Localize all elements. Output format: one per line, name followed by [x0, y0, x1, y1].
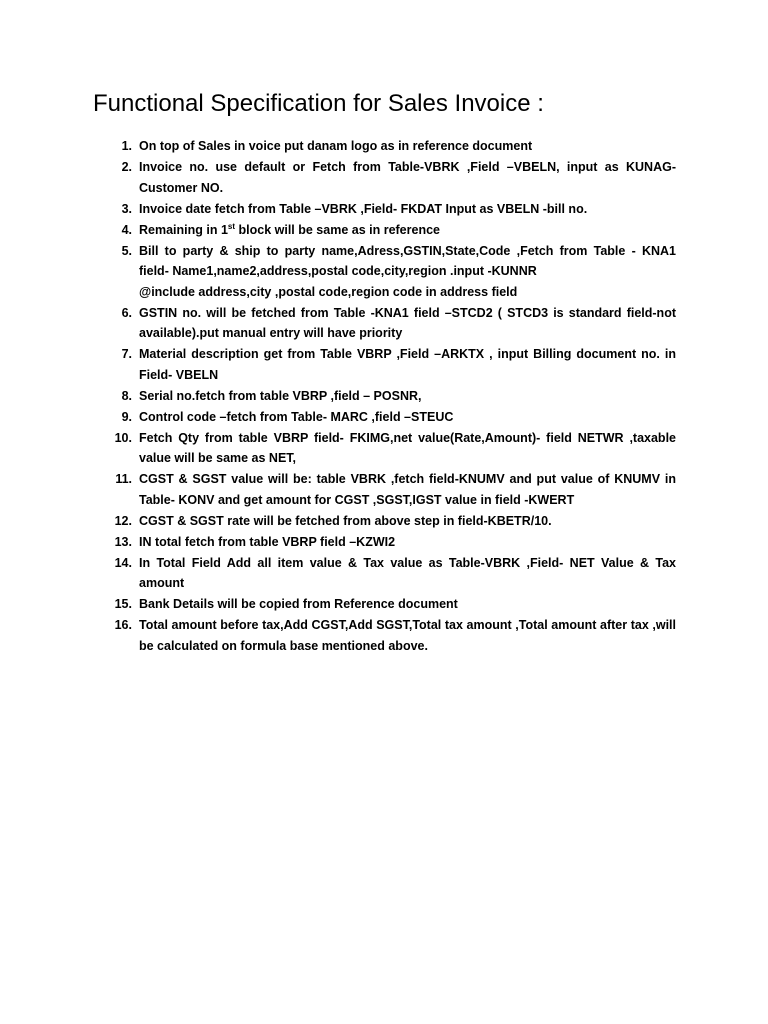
list-item — [100, 199, 676, 220]
list-item-text — [139, 241, 676, 303]
list-item-text: Control code –fetch from Table- MARC ,field –STEUC — [139, 409, 454, 424]
list-item-text-part: Bill to party & ship to party name,Adress,GSTIN,State,Code ,Fetch from Table - KNA1 field- Name1,name2,address,postal code,city,region .input -KUNNR — [139, 243, 676, 278]
list-item — [100, 553, 676, 594]
list-item — [100, 594, 676, 615]
list-item-text: Serial no.fetch from table VBRP ,field – POSNR, — [139, 388, 422, 403]
list-item — [100, 386, 676, 407]
list-item-number: 16. — [114, 618, 132, 632]
list-item-text: Invoice no. use default or Fetch from Table-VBRK ,Field –VBELN, input as KUNAG-Customer NO. — [139, 160, 676, 195]
list-item-text: GSTIN no. will be fetched from Table -KNA1 field –STCD2 ( STCD3 is standard field-not available).put manual entry will have priority — [139, 305, 676, 340]
list-item-number: 8. — [121, 388, 132, 403]
list-item-number: 4. — [121, 222, 132, 237]
list-item-text: CGST & SGST rate will be fetched from above step in field-KBETR/10. — [139, 513, 552, 528]
list-item-text-line: @include address,city ,postal code,region code in address field — [139, 284, 518, 299]
list-item — [100, 303, 676, 344]
list-item — [100, 407, 676, 428]
superscript-ordinal: st — [227, 221, 236, 231]
list-item-text — [139, 220, 676, 241]
list-item — [100, 220, 676, 241]
list-item — [100, 615, 676, 656]
list-item-number: 15. — [114, 597, 132, 611]
list-item-number: 5. — [121, 243, 132, 258]
list-item-text: Fetch Qty from table VBRP field- FKIMG,net value(Rate,Amount)- field NETWR ,taxable value will be same as NET, — [139, 430, 676, 465]
list-item — [100, 469, 676, 510]
list-item-number: 13. — [114, 534, 132, 549]
list-item-text: Bank Details will be copied from Reference document — [139, 597, 458, 611]
list-item — [100, 532, 676, 553]
list-item — [100, 428, 676, 469]
list-item — [100, 157, 676, 198]
list-item-number: 10. — [114, 430, 132, 445]
list-item-text-part: Remaining in 1 — [139, 222, 228, 237]
list-item — [100, 344, 676, 385]
list-item-text: CGST & SGST value will be: table VBRK ,fetch field-KNUMV and put value of KNUMV in Table- KONV and get amount for CGST ,SGST,IGST value in field -KWERT — [139, 472, 676, 507]
list-item-text-part: block will be same as in reference — [235, 222, 440, 237]
list-item-number: 1. — [121, 139, 132, 153]
list-item — [100, 136, 676, 157]
list-item-text: IN total fetch from table VBRP field –KZWI2 — [139, 534, 396, 549]
list-item-text: In Total Field Add all item value & Tax value as Table-VBRK ,Field- NET Value & Tax amount — [139, 555, 676, 590]
list-item-number: 9. — [121, 409, 132, 424]
list-item-text: Total amount before tax,Add CGST,Add SGST,Total tax amount ,Total amount after tax ,will be calculated on formula base mentioned above. — [139, 618, 676, 653]
list-item — [100, 511, 676, 532]
list-item-number: 7. — [121, 347, 132, 361]
list-item-text: On top of Sales in voice put danam logo as in reference document — [139, 139, 533, 153]
spec-list — [100, 136, 676, 657]
list-item — [100, 241, 676, 303]
list-item-number: 3. — [121, 201, 132, 216]
list-item-text: Material description get from Table VBRP ,Field –ARKTX , input Billing document no. in Field- VBELN — [139, 347, 676, 382]
list-item-number: 11. — [115, 472, 132, 486]
page-title: Functional Specification for Sales Invoice : — [93, 90, 544, 117]
list-item-text: Invoice date fetch from Table –VBRK ,Field- FKDAT Input as VBELN -bill no. — [139, 201, 588, 216]
list-item-number: 12. — [114, 513, 132, 528]
list-item-number: 14. — [114, 555, 132, 570]
list-item-number: 6. — [121, 305, 132, 320]
list-item-number: 2. — [121, 160, 132, 174]
